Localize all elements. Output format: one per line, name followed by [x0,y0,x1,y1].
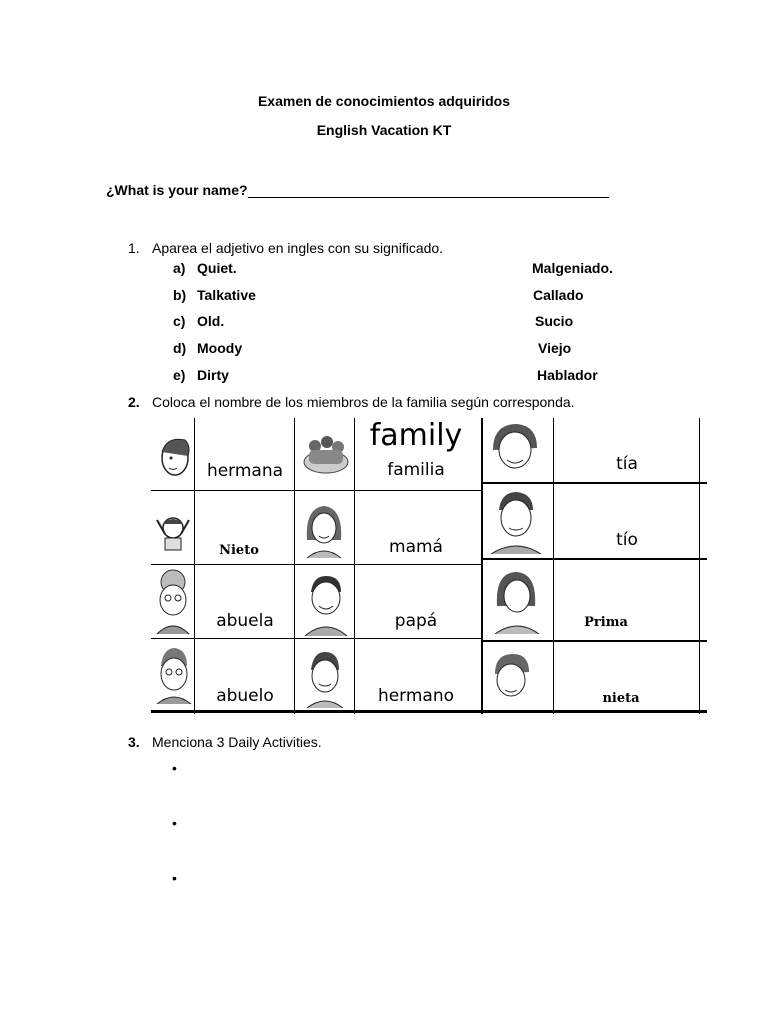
item-letter: a) [173,260,186,276]
aunt-icon [485,420,545,476]
item-word: Moody [197,340,243,356]
question-text: Menciona 3 Daily Activities. [152,734,322,750]
family-group-icon [301,428,351,476]
answer-bullet-3[interactable]: • [172,870,177,886]
q1-match-d: Viejo [538,340,572,356]
label-tia: tía [616,454,638,474]
label-mama: mamá [389,537,443,557]
label-tio: tío [616,530,638,550]
label-nieta: nieta [602,691,640,706]
grandfather-icon [153,644,193,706]
question-text: Coloca el nombre de los miembros de la familia según corresponda. [152,394,575,410]
q1-match-e: Hablador [537,367,598,383]
label-nieto: Nieto [219,543,259,558]
label-family-word: family [369,418,463,453]
exam-subtitle: English Vacation KT [316,122,452,138]
item-letter: d) [173,340,187,356]
cousin-girl-icon [489,566,543,634]
name-label: ¿What is your name? [106,182,248,198]
label-familia: familia [387,460,445,480]
grandmother-icon [153,568,193,636]
label-abuela: abuela [216,611,274,631]
family-table-right [481,418,707,714]
question-text: Aparea el adjetivo en ingles con su significado. [152,240,444,256]
item-letter: c) [173,313,186,329]
question-number: 3. [128,734,140,750]
question-2 [128,394,575,410]
answer-bullet-2[interactable]: • [172,815,177,831]
exam-title: Examen de conocimientos adquiridos [257,93,511,109]
question-number: 1. [128,240,140,256]
item-word: Dirty [197,367,229,383]
q1-item-a [173,260,237,276]
item-letter: e) [173,367,186,383]
label-papa: papá [394,611,438,631]
father-icon [301,572,351,636]
label-prima: Prima [584,615,628,630]
boy-cheering-icon [155,508,191,552]
label-hermana: hermana [206,461,284,481]
q1-match-c: Sucio [535,313,574,329]
item-word: Quiet. [197,260,237,276]
girl-face-icon [155,430,191,482]
name-blank-line[interactable] [248,183,609,198]
item-word: Talkative [197,287,256,303]
name-field[interactable] [106,182,609,198]
label-hermano: hermano [377,686,455,706]
granddaughter-icon [485,648,541,706]
q1-item-b [173,287,256,303]
q1-match-a: Malgeniado. [532,260,613,276]
brother-icon [303,648,347,708]
item-word: Old. [197,313,225,329]
q1-item-c [173,313,224,329]
answer-bullet-1[interactable]: • [172,760,177,776]
woman-mother-icon [301,500,347,560]
question-3 [128,734,322,750]
q1-match-b: Callado [533,287,584,303]
uncle-icon [487,488,545,554]
question-number: 2. [128,394,140,410]
question-1 [128,240,443,256]
q1-item-e [173,367,229,383]
q1-item-d [173,340,242,356]
label-abuelo: abuelo [216,686,274,706]
item-letter: b) [173,287,187,303]
family-table-left [151,418,481,714]
